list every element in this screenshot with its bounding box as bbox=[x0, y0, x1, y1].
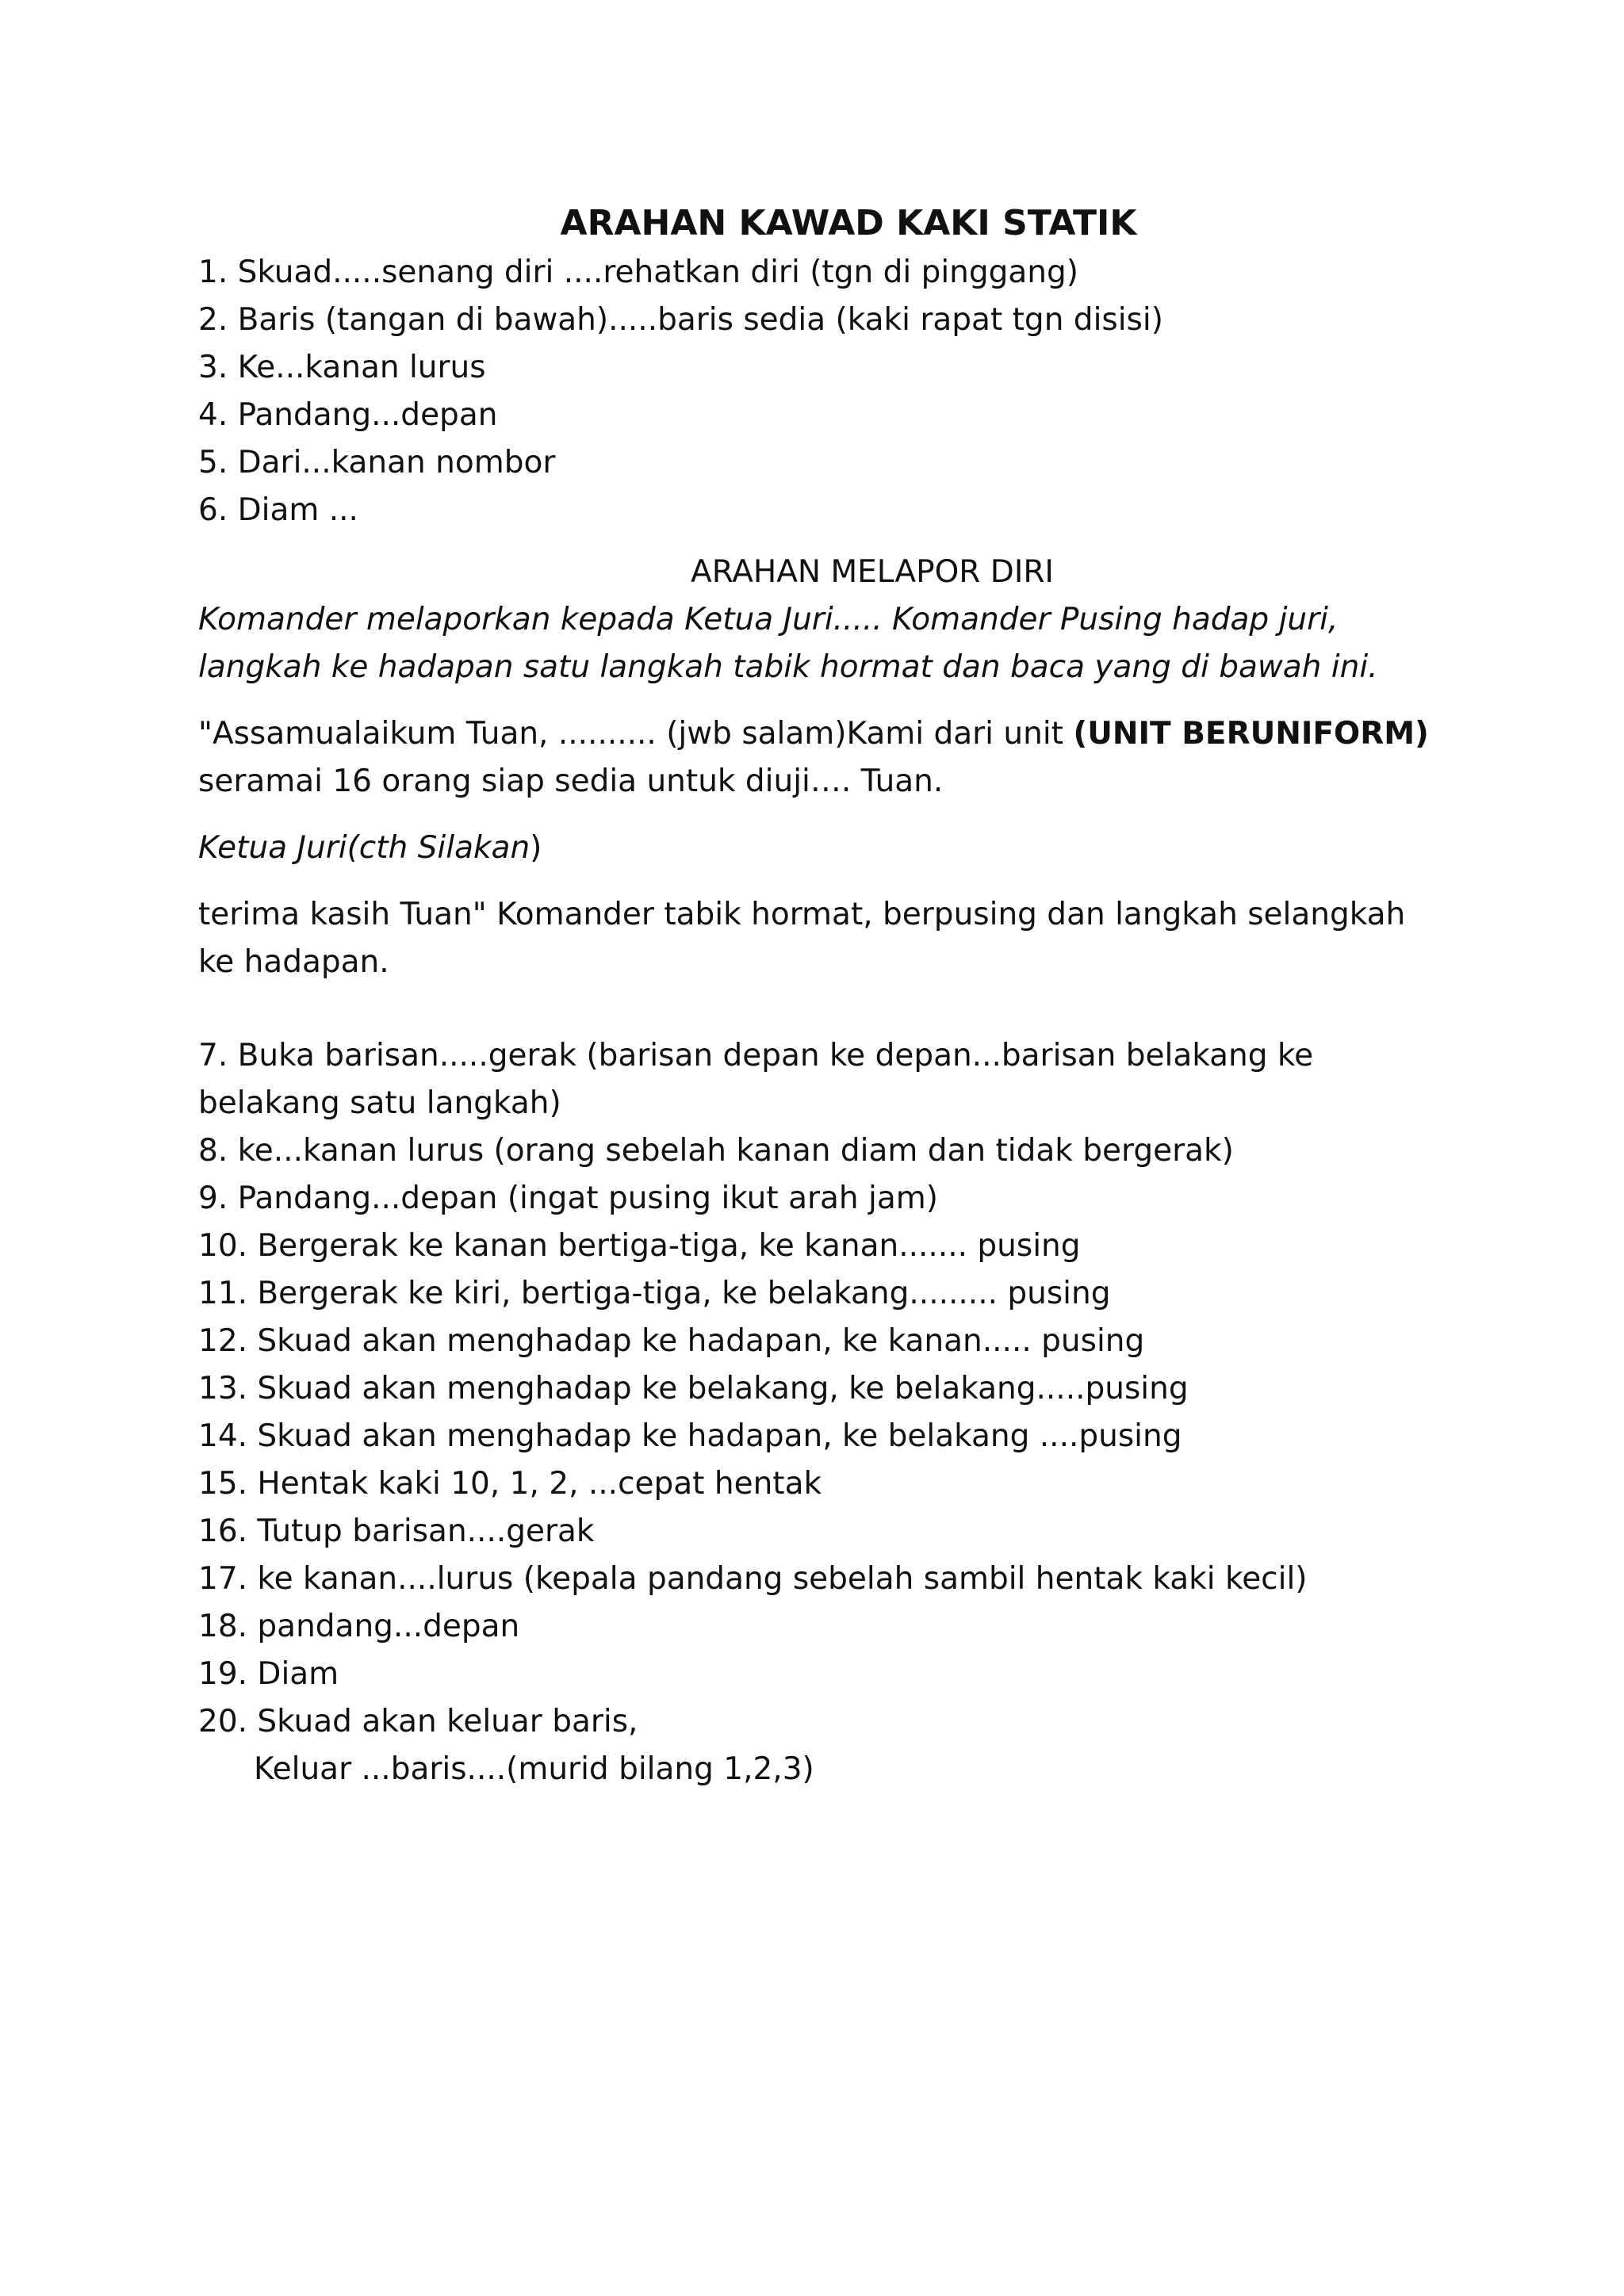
judge-response-close: ) bbox=[530, 830, 542, 866]
list-item: 15. Hentak kaki 10, 1, 2, ...cepat hentak bbox=[198, 1466, 822, 1502]
list-item: 19. Diam bbox=[198, 1656, 339, 1692]
closing-paragraph: terima kasih Tuan" Komander tabik hormat, berpusing dan langkah selangkah ke hadapan. bbox=[198, 897, 1406, 980]
list-item-continuation: Keluar ...baris....(murid bilang 1,2,3) bbox=[254, 1751, 814, 1787]
list-item: 17. ke kanan....lurus (kepala pandang sebelah sambil hentak kaki kecil) bbox=[198, 1561, 1308, 1597]
list-item: 6. Diam ... bbox=[198, 492, 358, 528]
page-title: ARAHAN KAWAD KAKI STATIK bbox=[560, 203, 1137, 243]
judge-response-text: Ketua Juri(cth Silakan bbox=[198, 830, 530, 866]
list-item: 7. Buka barisan.....gerak (barisan depan ke depan...barisan belakang ke belakang satu langkah) bbox=[198, 1038, 1314, 1121]
list-item: 5. Dari...kanan nombor bbox=[198, 445, 556, 480]
list-item: 14. Skuad akan menghadap ke hadapan, ke belakang ....pusing bbox=[198, 1418, 1182, 1454]
list-item: 9. Pandang...depan (ingat pusing ikut arah jam) bbox=[198, 1181, 938, 1216]
command-list-1 bbox=[198, 249, 1435, 534]
list-item: 1. Skuad.....senang diri ....rehatkan diri (tgn di pinggang) bbox=[198, 254, 1078, 290]
list-item: 12. Skuad akan menghadap ke hadapan, ke kanan..... pusing bbox=[198, 1323, 1145, 1359]
spacer bbox=[198, 986, 1435, 1032]
unit-name: (UNIT BERUNIFORM) bbox=[1073, 716, 1429, 752]
list-item: 20. Skuad akan keluar baris, bbox=[198, 1704, 638, 1739]
list-item: 8. ke...kanan lurus (orang sebelah kanan diam dan tidak bergerak) bbox=[198, 1133, 1234, 1169]
report-instruction: Komander melaporkan kepada Ketua Juri..... Komander Pusing hadap juri, langkah ke hadapan satu langkah tabik hormat dan baca yang di bawah ini. bbox=[198, 602, 1378, 685]
list-item: 11. Bergerak ke kiri, bertiga-tiga, ke belakang......... pusing bbox=[198, 1276, 1111, 1311]
list-item: 10. Bergerak ke kanan bertiga-tiga, ke kanan....... pusing bbox=[198, 1228, 1081, 1264]
list-item: 18. pandang...depan bbox=[198, 1609, 520, 1644]
list-item: 16. Tutup barisan....gerak bbox=[198, 1513, 595, 1549]
report-speech-start: "Assamualaikum Tuan, .......... (jwb salam)Kami dari unit bbox=[198, 716, 1074, 752]
document-body bbox=[198, 198, 1435, 1793]
judge-response bbox=[198, 825, 1435, 872]
list-item: 2. Baris (tangan di bawah).....baris sedia (kaki rapat tgn disisi) bbox=[198, 302, 1163, 338]
section-heading: ARAHAN MELAPOR DIRI bbox=[691, 554, 1054, 590]
list-item: 3. Ke...kanan lurus bbox=[198, 350, 486, 385]
list-item: 13. Skuad akan menghadap ke belakang, ke belakang.....pusing bbox=[198, 1371, 1189, 1406]
report-speech-end: seramai 16 orang siap sedia untuk diuji…. Tuan. bbox=[198, 763, 944, 799]
command-list-2 bbox=[198, 1032, 1435, 1793]
report-speech bbox=[198, 710, 1435, 806]
list-item: 4. Pandang...depan bbox=[198, 397, 498, 433]
